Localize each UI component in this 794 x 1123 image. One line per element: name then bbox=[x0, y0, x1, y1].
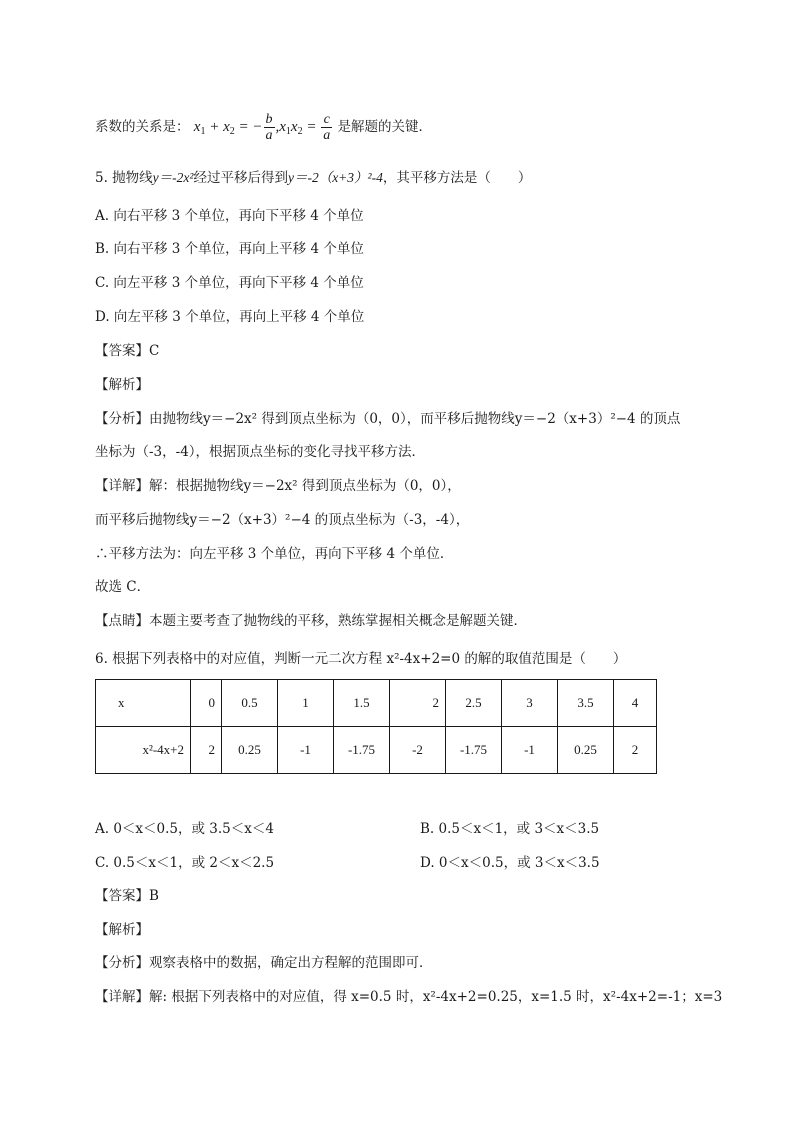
q5-option-d: D. 向左平移 3 个单位，再向上平移 4 个单位 bbox=[95, 309, 365, 325]
q5-option-c: C. 向左平移 3 个单位，再向下平移 4 个单位 bbox=[95, 275, 364, 291]
table-cell: -1.75 bbox=[446, 727, 502, 774]
table-cell: 3 bbox=[502, 680, 558, 727]
fraction-b-over-a: $\frac{b}{a}$ bbox=[265, 112, 273, 143]
intro-prefix: 系数的关系是： bbox=[95, 118, 190, 135]
fraction-c-over-a: $\frac{c}{a}$ bbox=[323, 112, 331, 143]
table-cell: -1 bbox=[502, 727, 558, 774]
q6-stem: 6. 根据下列表格中的对应值，判断一元二次方程 x²-4x+2=0 的解的取值范围是（ ） bbox=[95, 651, 627, 667]
table-cell: 2.5 bbox=[446, 680, 502, 727]
table-row bbox=[96, 680, 657, 727]
q6-xiangjie: 【详解】解: 根据下列表格中的对应值，得 x=0.5 时，x²-4x+2=0.25，x=1.5 时，x²-4x+2=-1；x=3 bbox=[95, 989, 723, 1005]
q5-choose: 故选 C． bbox=[95, 579, 151, 595]
q5-dianjing: 【点睛】本题主要考查了抛物线的平移，熟练掌握相关概念是解题关键． bbox=[95, 613, 527, 629]
q5-fenxi-2: 坐标为（-3，-4），根据顶点坐标的变化寻找平移方法． bbox=[95, 444, 426, 460]
table-header-expr: x²-4x+2 bbox=[96, 727, 191, 774]
q5-expr1: y＝-2x² bbox=[152, 170, 194, 185]
table-cell: 0.25 bbox=[222, 727, 278, 774]
intro-suffix: 是解题的关键． bbox=[337, 118, 433, 135]
vieta-formula: $x_1 + x_2$ = − $\frac{b}{a}$ $,x_1x_2$ = $\frac{c}{a}$ bbox=[193, 112, 331, 143]
q5-option-b: B. 向右平移 3 个单位，再向上平移 4 个单位 bbox=[95, 241, 364, 257]
q5-answer: 【答案】C bbox=[95, 343, 160, 359]
table-cell: 2 bbox=[191, 727, 222, 774]
table-cell: 0.25 bbox=[558, 727, 614, 774]
table-cell: 0 bbox=[191, 680, 222, 727]
q6-option-d: D. 0＜x＜0.5，或 3＜x＜3.5 bbox=[420, 855, 600, 871]
q6-option-c: C. 0.5＜x＜1，或 2＜x＜2.5 bbox=[95, 855, 275, 871]
q5-expr2: y＝-2（x+3）²-4 bbox=[287, 170, 383, 185]
q5-option-a: A. 向右平移 3 个单位，再向下平移 4 个单位 bbox=[95, 208, 364, 224]
q6-option-b: B. 0.5＜x＜1，或 3＜x＜3.5 bbox=[420, 821, 600, 837]
table-cell: 2 bbox=[614, 727, 657, 774]
intro-line bbox=[95, 112, 432, 143]
table-cell: 2 bbox=[390, 680, 446, 727]
table-row bbox=[96, 727, 657, 774]
q5-fenxi-1: 【分析】由抛物线y＝−2x² 得到顶点坐标为（0，0），而平移后抛物线y＝−2（x+3）²−4 的顶点 bbox=[95, 411, 681, 427]
table-cell: -1 bbox=[278, 727, 334, 774]
q5-xiangjie-3: ∴平移方法为：向左平移 3 个单位，再向下平移 4 个单位． bbox=[95, 546, 454, 562]
table-cell: 0.5 bbox=[222, 680, 278, 727]
q6-analysis-title: 【解析】 bbox=[95, 922, 149, 938]
q5-xiangjie-1: 【详解】解：根据抛物线y＝−2x² 得到顶点坐标为（0，0）， bbox=[95, 478, 461, 494]
table-header-x: x bbox=[96, 680, 191, 727]
q6-fenxi: 【分析】观察表格中的数据，确定出方程解的范围即可． bbox=[95, 955, 433, 971]
table-cell: -2 bbox=[390, 727, 446, 774]
q5-analysis-title: 【解析】 bbox=[95, 377, 149, 393]
table-cell: -1.75 bbox=[334, 727, 390, 774]
table-cell: 1 bbox=[278, 680, 334, 727]
q5-stem: 5. 抛物线y＝-2x²经过平移后得到y＝-2（x+3）²-4，其平移方法是（ ） bbox=[95, 170, 532, 186]
table-cell: 1.5 bbox=[334, 680, 390, 727]
q6-option-a: A. 0＜x＜0.5，或 3.5＜x＜4 bbox=[95, 821, 274, 837]
values-table bbox=[95, 679, 657, 774]
q6-answer: 【答案】B bbox=[95, 888, 159, 904]
q5-xiangjie-2: 而平移后抛物线y＝−2（x+3）²−4 的顶点坐标为（-3，-4）， bbox=[95, 512, 470, 528]
table-cell: 4 bbox=[614, 680, 657, 727]
table-cell: 3.5 bbox=[558, 680, 614, 727]
